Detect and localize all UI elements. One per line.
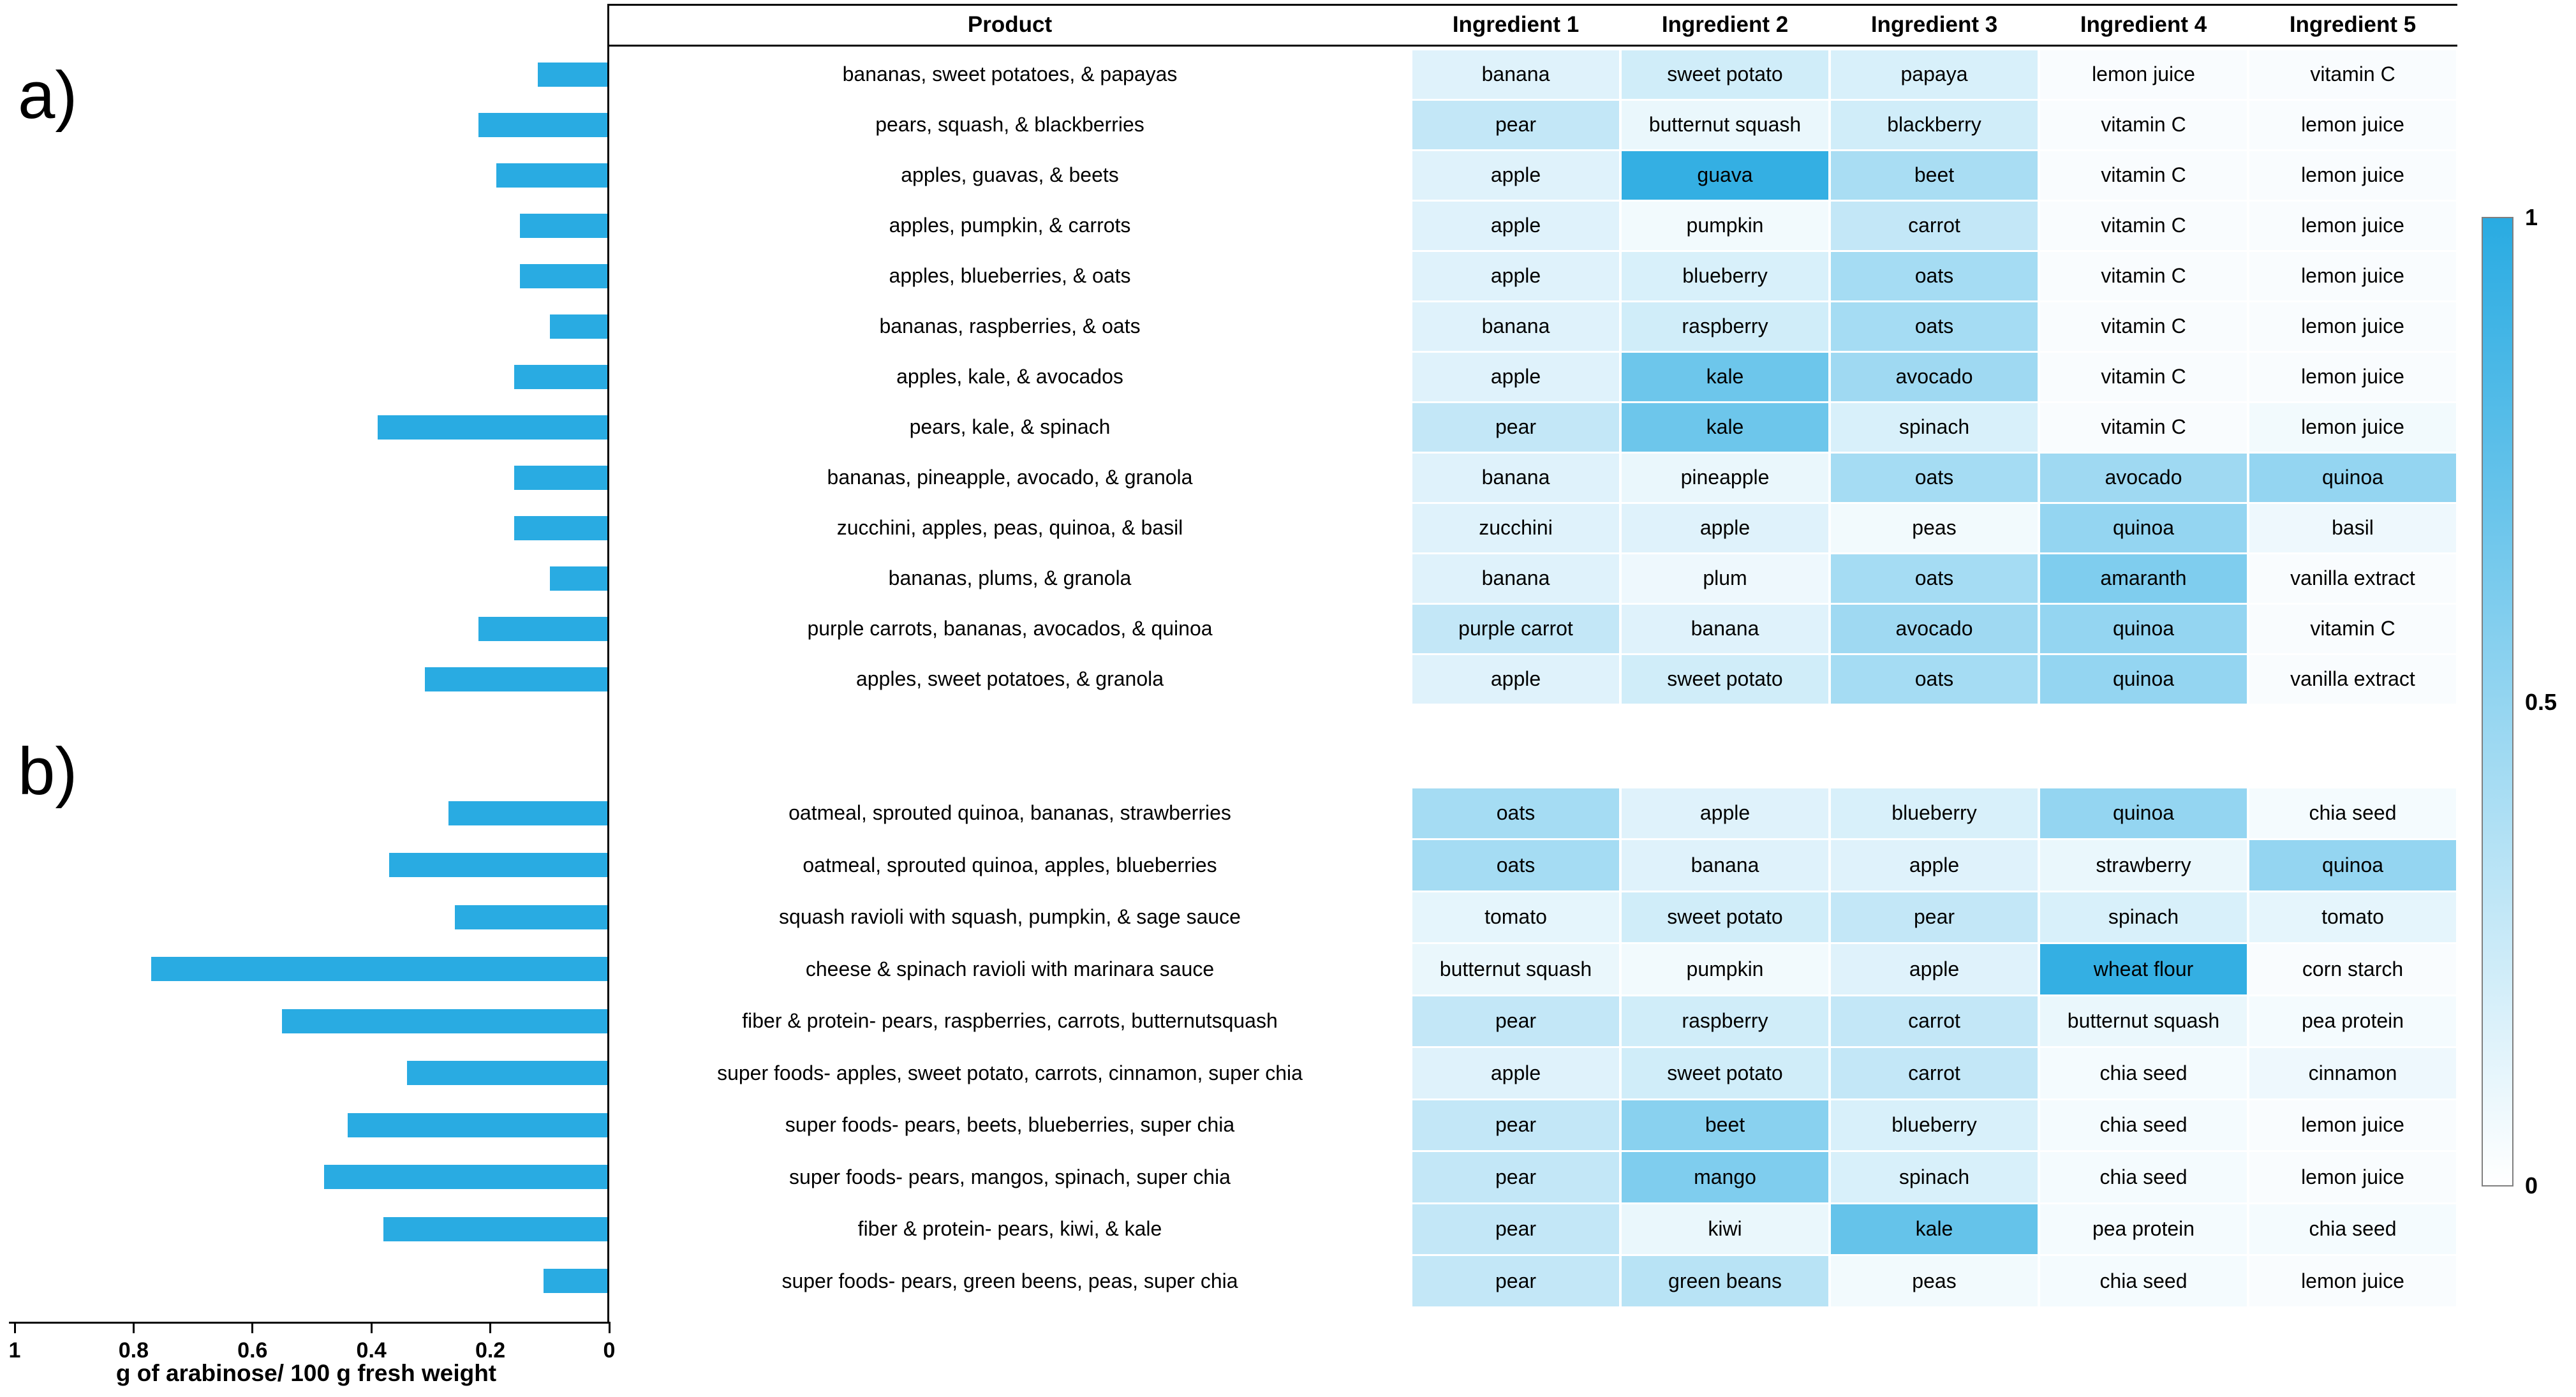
product-label: cheese & spinach ravioli with marinara sauce — [805, 957, 1215, 980]
heat-cell: butternut squash — [2040, 996, 2247, 1047]
heat-cell: pumpkin — [1622, 202, 1828, 250]
panel-label-a: a) — [18, 58, 78, 133]
heat-cell: sweet potato — [1622, 655, 1828, 704]
heat-cell: apple — [1831, 944, 2038, 994]
column-header-ingredient-1: Ingredient 1 — [1452, 12, 1580, 37]
heat-cell: avocado — [2040, 454, 2247, 502]
bar-a-4 — [520, 214, 609, 238]
heat-cell: vitamin C — [2249, 605, 2456, 653]
heat-cell: vitamin C — [2040, 302, 2247, 351]
heat-cell: blueberry — [1831, 1100, 2038, 1151]
heat-cell: blackberry — [1831, 101, 2038, 149]
heat-cell: banana — [1412, 50, 1619, 99]
heat-cell: raspberry — [1622, 996, 1828, 1047]
column-header-ingredient-2: Ingredient 2 — [1661, 12, 1789, 37]
heat-cell: vitamin C — [2249, 50, 2456, 99]
product-label: oatmeal, sprouted quinoa, apples, blueberries — [803, 853, 1217, 876]
product-label: bananas, raspberries, & oats — [879, 314, 1141, 337]
heat-cell: butternut squash — [1622, 101, 1828, 149]
product-label: oatmeal, sprouted quinoa, bananas, strawberries — [788, 801, 1231, 825]
column-header-ingredient-5: Ingredient 5 — [2289, 12, 2417, 37]
heat-cell: chia seed — [2040, 1048, 2247, 1098]
colorbar-min-label: 0 — [2525, 1172, 2538, 1199]
heat-cell: carrot — [1831, 202, 2038, 250]
bar-a-10 — [514, 516, 609, 540]
product-label: super foods- pears, green beens, peas, super chia — [781, 1269, 1238, 1292]
product-label: bananas, pineapple, avocado, & granola — [827, 466, 1193, 489]
bar-a-11 — [550, 566, 609, 591]
column-header-ingredient-3: Ingredient 3 — [1870, 12, 1998, 37]
heat-cell: oats — [1831, 302, 2038, 351]
heat-cell: vitamin C — [2040, 403, 2247, 452]
heat-cell: quinoa — [2249, 454, 2456, 502]
product-label: apples, sweet potatoes, & granola — [855, 667, 1164, 690]
heat-cell: apple — [1412, 252, 1619, 300]
heat-cell: blueberry — [1831, 788, 2038, 839]
x-axis-tick — [489, 1322, 491, 1333]
header-underline — [607, 45, 2457, 47]
heat-cell: vitamin C — [2040, 202, 2247, 250]
heat-cell: oats — [1831, 252, 2038, 300]
heat-cell: kale — [1622, 403, 1828, 452]
product-label: apples, kale, & avocados — [896, 365, 1123, 388]
x-axis-tick — [251, 1322, 253, 1333]
heat-cell: spinach — [1831, 1152, 2038, 1202]
heat-cell: lemon juice — [2249, 302, 2456, 351]
x-axis-tick — [609, 1322, 611, 1333]
bar-b-9 — [383, 1217, 609, 1241]
heat-cell: apple — [1831, 840, 2038, 891]
heat-cell: green beans — [1622, 1256, 1828, 1306]
heat-cell: kale — [1831, 1204, 2038, 1255]
heat-cell: apple — [1412, 655, 1619, 704]
product-label: super foods- apples, sweet potato, carrots, cinnamon, super chia — [717, 1061, 1303, 1084]
colorbar-max-label: 1 — [2525, 204, 2538, 230]
heat-cell: quinoa — [2249, 840, 2456, 891]
product-label: apples, guavas, & beets — [901, 163, 1119, 186]
bar-a-12 — [478, 617, 609, 641]
table-top-border — [607, 4, 2457, 6]
bar-a-6 — [550, 314, 609, 339]
heat-cell: oats — [1831, 554, 2038, 603]
bar-b-5 — [282, 1009, 609, 1033]
heat-cell: cinnamon — [2249, 1048, 2456, 1098]
heat-cell: banana — [1622, 840, 1828, 891]
heat-cell: vanilla extract — [2249, 554, 2456, 603]
heat-cell: oats — [1412, 788, 1619, 839]
heat-cell: guava — [1622, 151, 1828, 200]
heat-cell: avocado — [1831, 353, 2038, 401]
product-label: apples, blueberries, & oats — [889, 264, 1131, 287]
heat-cell: chia seed — [2040, 1100, 2247, 1151]
product-label: super foods- pears, mangos, spinach, super chia — [789, 1165, 1231, 1188]
heat-cell: avocado — [1831, 605, 2038, 653]
x-axis-tick-label: 0.6 — [237, 1338, 268, 1363]
bar-b-1 — [448, 801, 609, 825]
bar-a-3 — [496, 163, 609, 188]
x-axis-tick-label: 0.2 — [475, 1338, 506, 1363]
heat-cell: peas — [1831, 504, 2038, 552]
bar-a-7 — [514, 365, 609, 389]
heat-cell: blueberry — [1622, 252, 1828, 300]
heat-cell: pear — [1412, 1100, 1619, 1151]
heat-cell: apple — [1412, 1048, 1619, 1098]
heat-cell: peas — [1831, 1256, 2038, 1306]
heat-cell: mango — [1622, 1152, 1828, 1202]
heat-cell: banana — [1412, 302, 1619, 351]
heat-cell: pear — [1412, 1204, 1619, 1255]
heat-cell: vitamin C — [2040, 252, 2247, 300]
heat-cell: banana — [1412, 454, 1619, 502]
bar-a-9 — [514, 466, 609, 490]
bar-a-13 — [425, 667, 609, 691]
bar-a-8 — [378, 415, 609, 440]
heat-cell: lemon juice — [2249, 1256, 2456, 1306]
x-axis-tick-label: 1 — [8, 1338, 21, 1363]
heat-cell: lemon juice — [2040, 50, 2247, 99]
heat-cell: pear — [1831, 892, 2038, 943]
heat-cell: tomato — [1412, 892, 1619, 943]
heat-cell: carrot — [1831, 1048, 2038, 1098]
heat-cell: chia seed — [2249, 788, 2456, 839]
heat-cell: lemon juice — [2249, 151, 2456, 200]
heat-cell: apple — [1622, 788, 1828, 839]
colorbar-gradient — [2482, 217, 2513, 1186]
bar-b-10 — [544, 1269, 609, 1293]
heat-cell: basil — [2249, 504, 2456, 552]
x-axis-title: g of arabinose/ 100 g fresh weight — [115, 1360, 497, 1386]
product-label: fiber & protein- pears, raspberries, carrots, butternutsquash — [742, 1009, 1278, 1033]
heat-cell: zucchini — [1412, 504, 1619, 552]
bar-b-8 — [324, 1165, 609, 1189]
heat-cell: pea protein — [2249, 996, 2456, 1047]
heat-cell: vanilla extract — [2249, 655, 2456, 704]
heat-cell: sweet potato — [1622, 50, 1828, 99]
heat-cell: banana — [1412, 554, 1619, 603]
heat-cell: apple — [1622, 504, 1828, 552]
heat-cell: spinach — [2040, 892, 2247, 943]
product-label: pears, kale, & spinach — [909, 415, 1111, 438]
heat-cell: strawberry — [2040, 840, 2247, 891]
heat-cell: wheat flour — [2040, 944, 2247, 994]
product-label: fiber & protein- pears, kiwi, & kale — [857, 1217, 1162, 1241]
heat-cell: beet — [1831, 151, 2038, 200]
heat-cell: pineapple — [1622, 454, 1828, 502]
heat-cell: lemon juice — [2249, 403, 2456, 452]
heat-cell: tomato — [2249, 892, 2456, 943]
heat-cell: kiwi — [1622, 1204, 1828, 1255]
x-axis-tick — [371, 1322, 373, 1333]
x-axis-tick-label: 0.8 — [118, 1338, 149, 1363]
heat-cell: plum — [1622, 554, 1828, 603]
product-label: super foods- pears, beets, blueberries, super chia — [785, 1113, 1235, 1137]
heat-cell: quinoa — [2040, 655, 2247, 704]
product-label: squash ravioli with squash, pumpkin, & sage sauce — [779, 905, 1241, 929]
heat-cell: quinoa — [2040, 504, 2247, 552]
heat-cell: oats — [1412, 840, 1619, 891]
bar-b-3 — [455, 905, 609, 929]
heat-cell: lemon juice — [2249, 252, 2456, 300]
heat-cell: pumpkin — [1622, 944, 1828, 994]
heat-cell: lemon juice — [2249, 101, 2456, 149]
bar-b-2 — [389, 853, 609, 877]
heat-cell: corn starch — [2249, 944, 2456, 994]
bar-b-6 — [407, 1061, 609, 1085]
bar-a-5 — [520, 264, 609, 288]
product-label: apples, pumpkin, & carrots — [889, 214, 1131, 237]
x-axis-tick-label: 0 — [603, 1338, 616, 1363]
heat-cell: oats — [1831, 655, 2038, 704]
heat-cell: butternut squash — [1412, 944, 1619, 994]
heat-cell: chia seed — [2040, 1256, 2247, 1306]
bar-a-1 — [538, 63, 609, 87]
bar-b-4 — [151, 957, 609, 981]
heat-cell: chia seed — [2040, 1152, 2247, 1202]
heat-cell: pear — [1412, 101, 1619, 149]
x-axis-tick-label: 0.4 — [356, 1338, 387, 1363]
heat-cell: purple carrot — [1412, 605, 1619, 653]
heat-cell: quinoa — [2040, 605, 2247, 653]
heat-cell: lemon juice — [2249, 1100, 2456, 1151]
heat-cell: lemon juice — [2249, 1152, 2456, 1202]
product-label: zucchini, apples, peas, quinoa, & basil — [836, 516, 1183, 539]
heat-cell: vitamin C — [2040, 353, 2247, 401]
heat-cell: spinach — [1831, 403, 2038, 452]
heat-cell: chia seed — [2249, 1204, 2456, 1255]
heat-cell: amaranth — [2040, 554, 2247, 603]
product-label: bananas, plums, & granola — [888, 566, 1132, 589]
colorbar-mid-label: 0.5 — [2525, 689, 2557, 715]
column-header-ingredient-4: Ingredient 4 — [2080, 12, 2207, 37]
column-header-product: Product — [967, 12, 1053, 37]
product-label: bananas, sweet potatoes, & papayas — [842, 63, 1178, 85]
y-axis-line — [607, 4, 609, 1324]
heat-cell: oats — [1831, 454, 2038, 502]
heat-cell: vitamin C — [2040, 151, 2247, 200]
product-label: pears, squash, & blackberries — [875, 113, 1144, 136]
heat-cell: quinoa — [2040, 788, 2247, 839]
heat-cell: sweet potato — [1622, 1048, 1828, 1098]
heat-cell: papaya — [1831, 50, 2038, 99]
heat-cell: pear — [1412, 996, 1619, 1047]
heat-cell: beet — [1622, 1100, 1828, 1151]
heat-cell: apple — [1412, 151, 1619, 200]
heat-cell: pea protein — [2040, 1204, 2247, 1255]
heat-cell: pear — [1412, 1256, 1619, 1306]
x-axis-line — [9, 1322, 609, 1324]
heat-cell: banana — [1622, 605, 1828, 653]
heat-cell: kale — [1622, 353, 1828, 401]
heat-cell: lemon juice — [2249, 202, 2456, 250]
product-label: purple carrots, bananas, avocados, & quinoa — [807, 617, 1213, 640]
bar-b-7 — [348, 1113, 609, 1137]
heat-cell: raspberry — [1622, 302, 1828, 351]
panel-label-b: b) — [18, 734, 78, 809]
x-axis-tick — [133, 1322, 135, 1333]
x-axis-tick — [14, 1322, 16, 1333]
heat-cell: lemon juice — [2249, 353, 2456, 401]
heat-cell: pear — [1412, 1152, 1619, 1202]
heat-cell: apple — [1412, 353, 1619, 401]
heat-cell: carrot — [1831, 996, 2038, 1047]
heat-cell: apple — [1412, 202, 1619, 250]
heat-cell: vitamin C — [2040, 101, 2247, 149]
heat-cell: sweet potato — [1622, 892, 1828, 943]
bar-a-2 — [478, 113, 609, 137]
heat-cell: pear — [1412, 403, 1619, 452]
